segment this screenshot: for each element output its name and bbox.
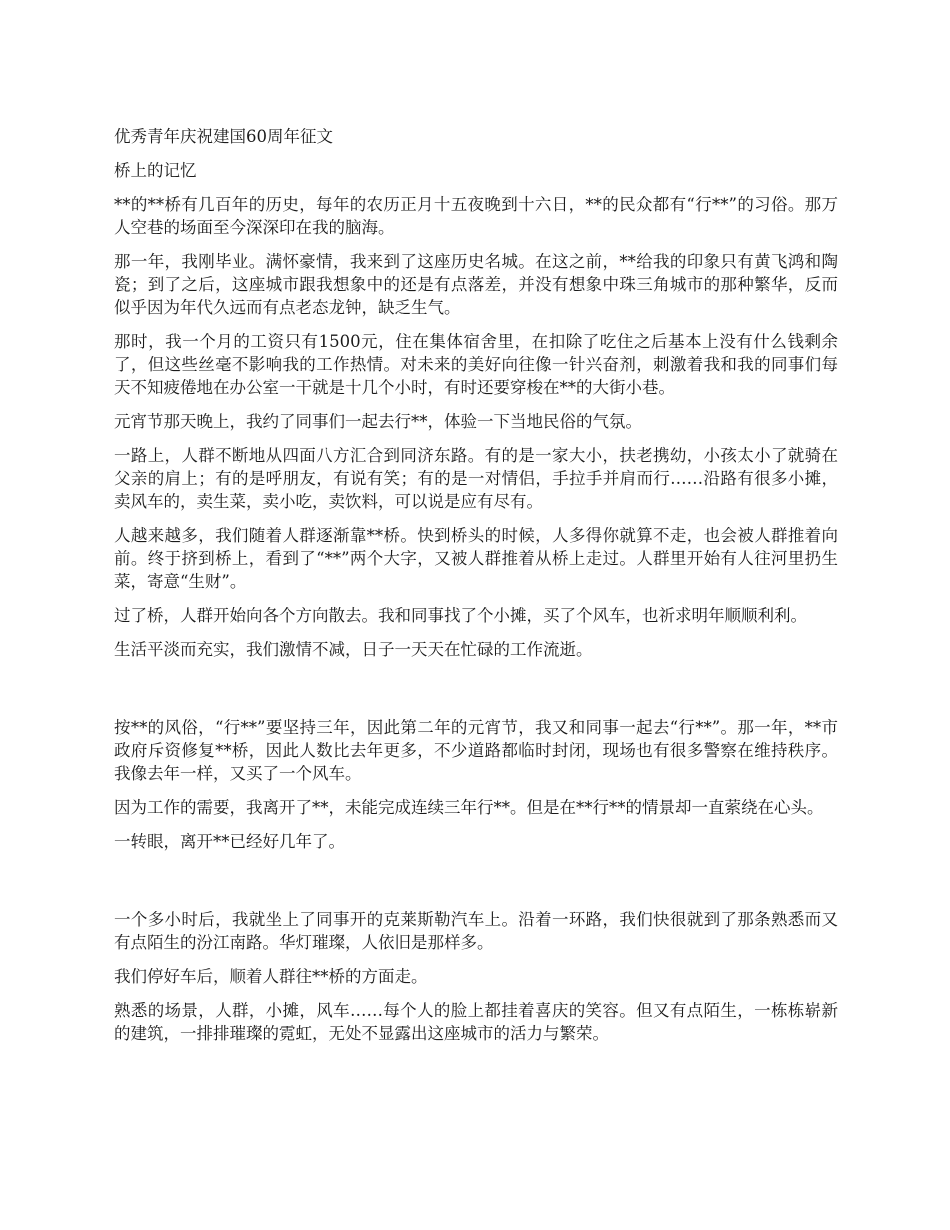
paragraph: 过了桥，人群开始向各个方向散去。我和同事找了个小摊，买了个风车，也祈求明年顺顺利利。 — [114, 606, 807, 625]
section-gap — [114, 864, 838, 908]
document-subtitle: 桥上的记忆 — [114, 161, 197, 180]
paragraph: 一个多小时后，我就坐上了同事开的克莱斯勒汽车上。沿着一环路，我们快很就到了那条熟悉而又有点陌生的汾江南路。华灯璀璨，人依旧是那样多。 — [114, 910, 838, 952]
paragraph: 我们停好车后，顺着人群往**桥的方面走。 — [114, 967, 428, 986]
paragraph: 一路上，人群不断地从四面八方汇合到同济东路。有的是一家大小，扶老携幼，小孩太小了就骑在父亲的肩上；有的是呼朋友，有说有笑；有的是一对情侣，手拉手并肩而行……沿路有很多小摊，卖风车的，卖生菜，卖小吃，卖饮料，可以说是应有尽有。 — [114, 446, 838, 511]
paragraph: **的**桥有几百年的历史，每年的农历正月十五夜晚到十六日，**的民众都有“行**”的习俗。那万人空巷的场面至今深深印在我的脑海。 — [114, 195, 838, 237]
paragraph: 那一年，我刚毕业。满怀豪情，我来到了这座历史名城。在这之前，**给我的印象只有黄飞鸿和陶瓷；到了之后，这座城市跟我想象中的还是有点落差，并没有想象中珠三角城市的那种繁华，反而似乎因为年代久远而有点老态龙钟，缺乏生气。 — [114, 252, 838, 317]
section-gap — [114, 672, 838, 716]
paragraph: 因为工作的需要，我离开了**，未能完成连续三年行**。但是在**行**的情景却一直萦绕在心头。 — [114, 798, 824, 817]
paragraph: 元宵节那天晚上，我约了同事们一起去行**，体验一下当地民俗的气氛。 — [114, 412, 642, 431]
paragraph: 按**的风俗，“行**”要坚持三年，因此第二年的元宵节，我又和同事一起去“行**”。那一年，**市政府斥资修复**桥，因此人数比去年更多，不少道路都临时封闭，现场也有很多警察在维持秩序。我像去年一样，又买了一个风车。 — [114, 718, 838, 783]
paragraph: 人越来越多，我们随着人群逐渐靠**桥。快到桥头的时候，人多得你就算不走，也会被人群推着向前。终于挤到桥上，看到了“**”两个大字，又被人群推着从桥上走过。人群里开始有人往河里扔生菜，寄意“生财”。 — [114, 526, 838, 591]
document-page — [114, 125, 838, 1056]
paragraph: 熟悉的场景，人群，小摊，风车……每个人的脸上都挂着喜庆的笑容。但又有点陌生，一栋栋崭新的建筑，一排排璀璨的霓虹，无处不显露出这座城市的活力与繁荣。 — [114, 1001, 838, 1043]
document-title: 优秀青年庆祝建国60周年征文 — [114, 127, 333, 146]
paragraph: 那时，我一个月的工资只有1500元，住在集体宿舍里，在扣除了吃住之后基本上没有什么钱剩余了，但这些丝毫不影响我的工作热情。对未来的美好向往像一针兴奋剂，刺激着我和我的同事们每天不知疲倦地在办公室一干就是十几个小时，有时还要穿梭在**的大街小巷。 — [114, 332, 838, 397]
paragraph: 生活平淡而充实，我们激情不减，日子一天天在忙碌的工作流逝。 — [114, 640, 593, 659]
paragraph: 一转眼，离开**已经好几年了。 — [114, 832, 345, 851]
